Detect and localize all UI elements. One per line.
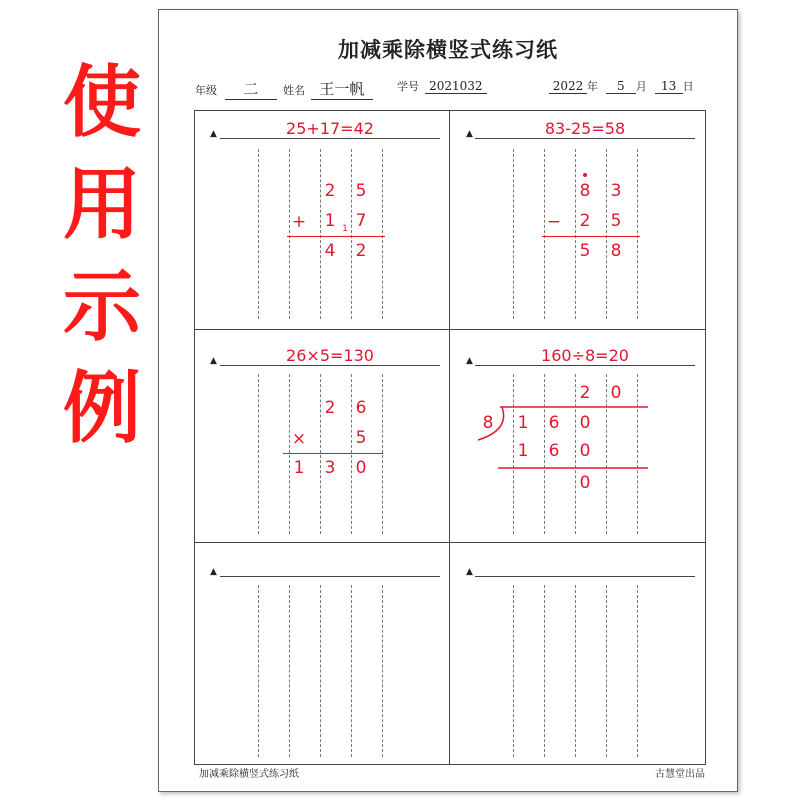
digit: 3 [324, 458, 336, 478]
problem-grid [194, 110, 706, 765]
digit: 8 [610, 241, 622, 261]
remainder-digit: 0 [579, 473, 591, 493]
product-digit: 6 [548, 441, 560, 461]
digit: 5 [355, 181, 367, 201]
problem-cell-2 [450, 111, 705, 329]
name-field [283, 78, 373, 100]
digit: 8 [579, 181, 591, 201]
grade-value: 二 [225, 78, 277, 100]
triangle-marker-icon: ▲ [210, 356, 217, 366]
digit: 2 [355, 241, 367, 261]
grade-label: 年级 [195, 84, 217, 97]
carry-digit: 1 [342, 224, 348, 234]
date-day-unit: 日 [682, 80, 694, 93]
student-id-field [397, 78, 487, 94]
digit: 5 [579, 241, 591, 261]
side-label-char-1: 使 [62, 58, 141, 148]
problem-cell-3 [195, 330, 449, 542]
sum-line [287, 236, 385, 237]
quotient-digit: 2 [579, 383, 591, 403]
problem-cell-6 [450, 543, 705, 764]
product-digit: 0 [579, 441, 591, 461]
footer-brand: 古慧堂出品 [655, 769, 705, 780]
divisor-digit: 8 [482, 413, 494, 433]
borrow-dot [583, 173, 587, 177]
product-line [283, 453, 383, 454]
problem-cell-5 [195, 543, 449, 764]
division-bracket [450, 330, 705, 542]
digit: 4 [324, 241, 336, 261]
name-label: 姓名 [283, 84, 305, 97]
dividend-digit: 0 [579, 413, 591, 433]
grade-field [195, 78, 277, 100]
difference-line [542, 236, 640, 237]
worksheet-title: 加减乘除横竖式练习纸 [338, 37, 558, 62]
digit: 7 [355, 211, 367, 231]
equation-text: 83-25=58 [544, 119, 626, 138]
dividend-digit: 1 [517, 413, 529, 433]
operator-sign: − [546, 212, 562, 232]
digit: 1 [324, 211, 336, 231]
digit: 6 [355, 398, 367, 418]
quotient-digit: 0 [610, 383, 622, 403]
date-month-unit: 月 [635, 80, 647, 93]
side-label-char-4: 例 [62, 364, 141, 454]
date-month: 5 [606, 79, 636, 94]
triangle-marker-icon: ▲ [466, 129, 473, 139]
side-label-char-2: 用 [62, 160, 141, 250]
student-id-label: 学号 [397, 80, 419, 93]
equation-text: 25+17=42 [286, 119, 374, 138]
footer-title: 加减乘除横竖式练习纸 [199, 769, 299, 780]
dividend-digit: 6 [548, 413, 560, 433]
name-value: 王一帆 [311, 78, 373, 100]
triangle-marker-icon: ▲ [210, 129, 217, 139]
problem-cell-4 [450, 330, 705, 542]
operator-sign: × [291, 429, 307, 449]
triangle-marker-icon: ▲ [466, 356, 473, 366]
side-label-char-3: 示 [62, 262, 141, 352]
product-digit: 1 [517, 441, 529, 461]
triangle-marker-icon: ▲ [210, 567, 217, 577]
digit: 0 [355, 458, 367, 478]
digit: 2 [324, 181, 336, 201]
digit: 2 [324, 398, 336, 418]
equation-text: 160÷8=20 [541, 346, 629, 365]
triangle-marker-icon: ▲ [466, 567, 473, 577]
digit: 5 [355, 428, 367, 448]
date-field [549, 78, 694, 94]
digit: 5 [610, 211, 622, 231]
date-day: 13 [655, 79, 683, 94]
date-year-unit: 年 [587, 80, 598, 93]
date-year: 2022 [549, 79, 587, 94]
digit: 1 [293, 458, 305, 478]
worksheet [158, 9, 738, 792]
digit: 2 [579, 211, 591, 231]
digit: 3 [610, 181, 622, 201]
student-id-value: 2021032 [425, 79, 487, 94]
problem-cell-1 [195, 111, 449, 329]
equation-text: 26×5=130 [286, 346, 374, 365]
operator-sign: + [291, 212, 307, 232]
